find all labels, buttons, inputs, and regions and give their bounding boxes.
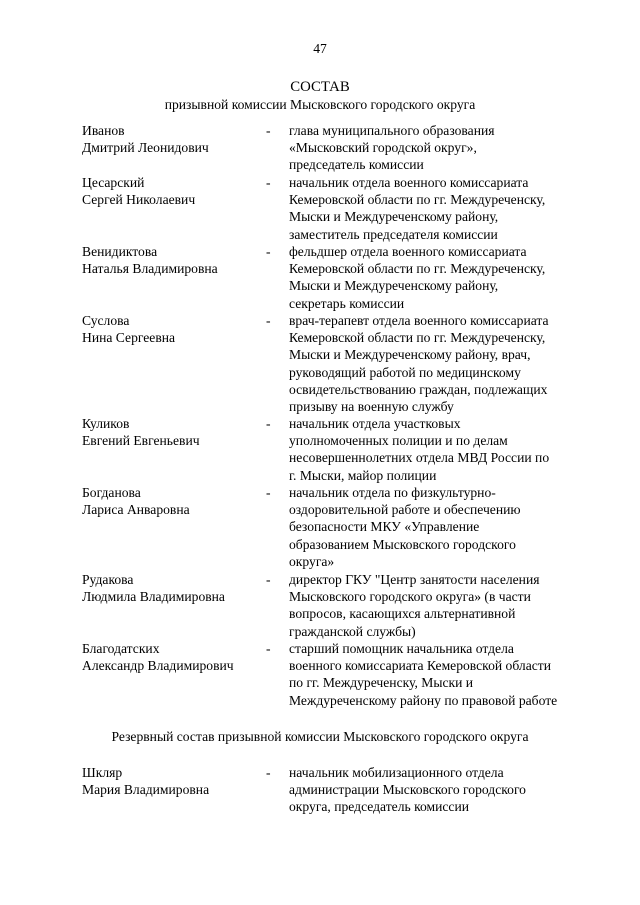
dash: - — [266, 244, 271, 259]
member-role: старший помощник начальника отдела военного комиссариата Кемеровской области по гг. Междуреченску, Мыски и Междуреченскому району по правовой работе — [289, 641, 558, 708]
member-name: Куликов Евгений Евгеньевич — [82, 416, 200, 449]
member-name: Венидиктова Наталья Владимировна — [82, 244, 218, 277]
member-name: Благодатских Александр Владимирович — [82, 641, 234, 674]
dash: - — [266, 765, 271, 780]
document-title: СОСТАВ — [290, 79, 350, 95]
member-role: глава муниципального образования «Мысковский городской округ», председатель комиссии — [289, 123, 495, 173]
member-role: начальник отдела по физкультурно- оздоровительной работе и обеспечению безопасности МКУ «Управление образованием Мысковского городского округа» — [289, 485, 521, 569]
dash: - — [266, 416, 271, 431]
dash: - — [266, 572, 271, 587]
member-role: начальник отдела участковых уполномоченных полиции и по делам несовершеннолетних отдела МВД России по г. Мыски, майор полиции — [289, 416, 550, 483]
member-name: Богданова Лариса Анваровна — [82, 485, 190, 518]
member-name: Иванов Дмитрий Леонидович — [82, 123, 209, 156]
member-role: начальник отдела военного комиссариата Кемеровской области по гг. Междуреченску, Мыски и Междуреченскому району, заместитель председателя комиссии — [289, 175, 546, 242]
reserve-title: Резервный состав призывной комиссии Мысковского городского округа — [111, 729, 529, 744]
page-number: 47 — [313, 41, 327, 56]
member-name: Цесарский Сергей Николаевич — [82, 175, 196, 208]
dash: - — [266, 123, 271, 138]
member-name: Рудакова Людмила Владимировна — [82, 572, 225, 605]
member-name: Шкляр Мария Владимировна — [82, 765, 210, 798]
member-role: фельдшер отдела военного комиссариата Кемеровской области по гг. Междуреченску, Мыски и Междуреченскому району, секретарь комиссии — [289, 244, 546, 311]
member-role: начальник мобилизационного отдела администрации Мысковского городского округа, председатель комиссии — [289, 765, 526, 815]
dash: - — [266, 313, 271, 328]
dash: - — [266, 175, 271, 190]
member-role: директор ГКУ "Центр занятости населения Мысковского городского округа» (в части вопросов, касающихся альтернативной гражданской службы) — [289, 572, 540, 639]
member-role: врач-терапевт отдела военного комиссариата Кемеровской области по гг. Междуреченску, Мыски и Междуреченскому району, врач, руководящий работой по медицинскому освидетельствованию граждан, подлежащих призыву на военную службу — [289, 313, 549, 414]
document-subtitle: призывной комиссии Мысковского городского округа — [164, 97, 476, 112]
member-name: Суслова Нина Сергеевна — [82, 313, 176, 346]
dash: - — [266, 485, 271, 500]
dash: - — [266, 641, 271, 656]
